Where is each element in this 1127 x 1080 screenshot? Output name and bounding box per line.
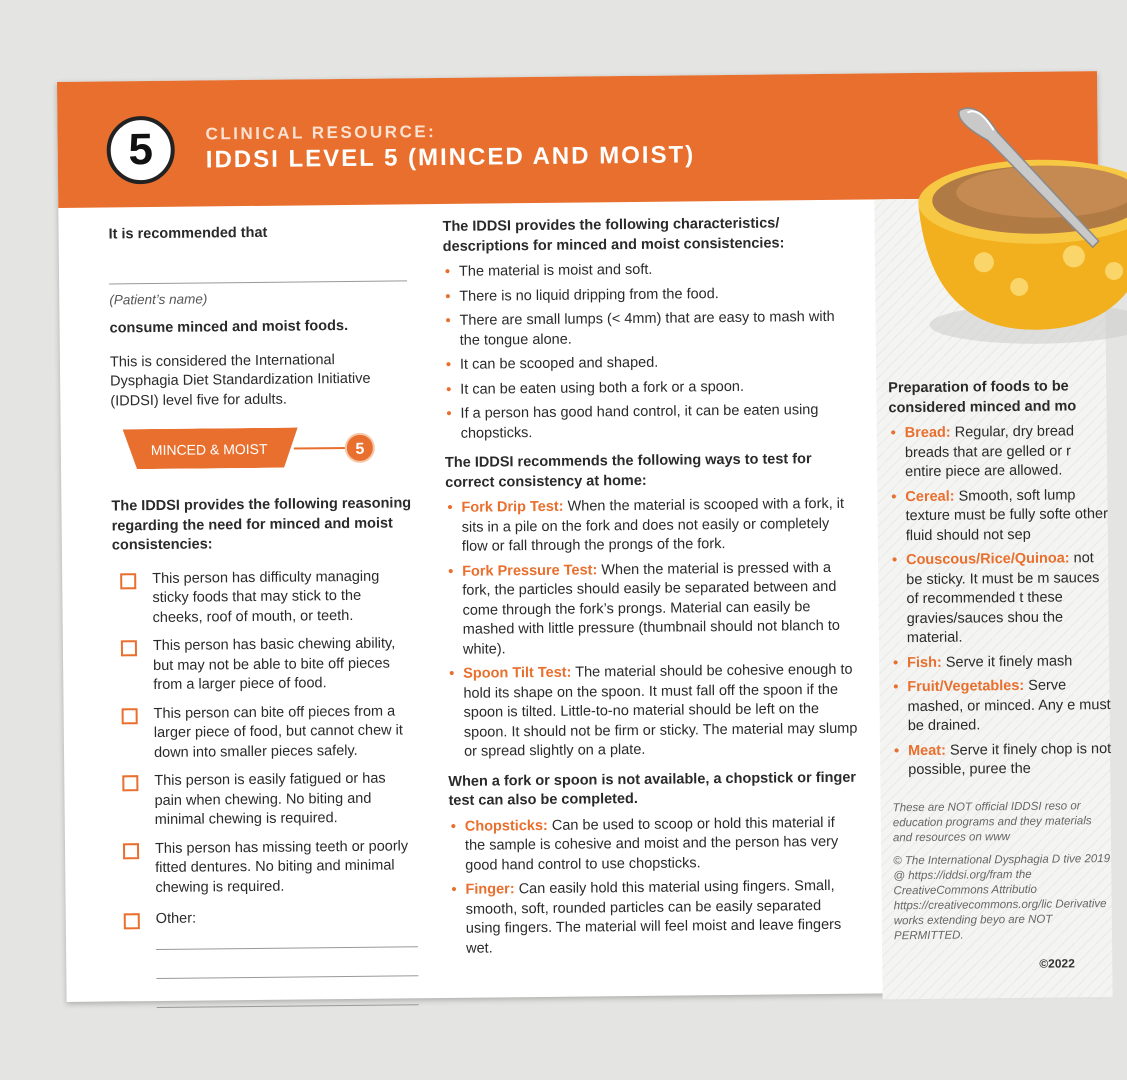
- alternative-heading: When a fork or spoon is not available, a chopstick or finger test can also be completed.: [448, 769, 857, 809]
- disclaimer-text: These are NOT official IDDSI reso or education programs and they materials and resources on www: [892, 799, 1092, 844]
- checkbox[interactable]: [124, 913, 140, 929]
- copyright-text: ©2022: [1039, 955, 1075, 971]
- list-item: [891, 651, 1111, 673]
- badge-connector: [294, 447, 349, 450]
- characteristics-heading: The IDDSI provides the following characteristics/ descriptions for minced and moist consistencies:: [442, 215, 785, 255]
- header-title: IDDSI LEVEL 5 (MINCED AND MOIST): [205, 141, 696, 174]
- test-text: Can easily hold this material using fingers. Small, smooth, soft, rounded particles can be easily separated using fingers. The material will feel moist and leave fingers wet.: [465, 877, 842, 957]
- badge-label: MINCED & MOIST: [150, 440, 268, 459]
- food-term: Cereal:: [905, 488, 955, 505]
- header-subtitle: CLINICAL RESOURCE:: [205, 122, 437, 144]
- other-field-line[interactable]: [156, 976, 418, 1008]
- consume-text: consume minced and moist foods.: [109, 317, 349, 337]
- food-text: Serve it finely chop is not possible, puree the: [908, 740, 1112, 779]
- list-item: • It can be eaten using both a fork or a spoon.: [444, 376, 854, 400]
- food-term: Bread:: [904, 424, 951, 442]
- list-item: [890, 549, 1111, 649]
- other-label: Other:: [155, 910, 197, 928]
- preparation-list: [889, 422, 1113, 781]
- reasoning-heading: The IDDSI provides the following reasoning regarding the need for minced and moist consistencies:: [111, 495, 412, 554]
- handout-sheet: [57, 71, 1112, 1002]
- list-item: [445, 495, 856, 558]
- list-item: • There are small lumps (< 4mm) that are easy to mash with the tongue alone.: [443, 308, 853, 351]
- test-term: Chopsticks:: [464, 817, 548, 835]
- test-text: Can be used to scoop or hold this material if the sample is cohesive and moist and the person has very good hand control to use chopsticks.: [464, 814, 839, 874]
- other-field-line[interactable]: [156, 947, 418, 979]
- checkbox[interactable]: [122, 708, 138, 724]
- food-term: Couscous/Rice/Quinoa:: [905, 550, 1070, 569]
- badge-number: 5: [345, 433, 375, 463]
- checkbox[interactable]: [120, 573, 136, 589]
- preparation-heading: Preparation of foods to be considered minced and mo: [888, 378, 1077, 416]
- food-term: Meat:: [907, 742, 947, 759]
- checklist-text: This person has difficulty managing sticky foods that may stick to the cheeks, roof of mouth, or teeth.: [152, 568, 380, 626]
- list-item: [891, 676, 1112, 737]
- considered-text: This is considered the International Dysphagia Diet Standardization Initiative (IDDSI) level five for adults.: [109, 351, 371, 409]
- checkbox[interactable]: [123, 843, 139, 859]
- food-term: Fruit/Vegetables:: [907, 677, 1025, 696]
- reasoning-checklist: [112, 567, 417, 1008]
- characteristics-list: [443, 259, 855, 444]
- test-term: Fork Pressure Test:: [462, 561, 598, 580]
- checklist-text: This person has basic chewing ability, but may not be able to bite off pieces from a larger piece of food.: [152, 635, 396, 694]
- level-number-circle: 5: [106, 116, 175, 185]
- tests-list: [445, 495, 858, 763]
- test-text: When the material is pressed with a fork, the particles should easily be separated between and come through the fork’s prongs. Material can easily be mashed with little pressure (thumbnail should not blanch to white).: [462, 559, 841, 658]
- list-item: [889, 422, 1110, 483]
- food-term: Fish:: [907, 654, 942, 671]
- minced-moist-badge: [111, 422, 412, 475]
- list-item: [447, 661, 858, 763]
- food-text: not be sticky. It must be m sauces of recommended t these gravies/sauces shou the material.: [906, 550, 1100, 647]
- checklist-text: This person is easily fatigued or has pain when chewing. No biting and minimal chewing is required.: [154, 770, 386, 829]
- license-text: © The International Dysphagia D tive 2019 @ https://iddsi.org/fram the CreativeCommons Attributio https://creativecommons.org/lic Derivative works extending beyo are NOT PERMITTED.: [893, 852, 1111, 942]
- test-text: The material should be cohesive enough to hold its shape on the spoon. It must fall off the spoon if the spoon is tilted. Little-to-no material should be left on the spoon. It should not be firm or sticky. The material may slump or spread slightly on a plate.: [463, 661, 858, 760]
- checkbox[interactable]: [121, 640, 137, 656]
- list-item: • It can be scooped and shaped.: [444, 352, 854, 376]
- list-item: • If a person has good hand control, it can be eaten using chopsticks.: [444, 401, 854, 444]
- column-preparation: [888, 371, 1114, 975]
- recommend-text: It is recommended that: [108, 224, 268, 243]
- test-term: Spoon Tilt Test:: [463, 664, 572, 682]
- list-item: [449, 813, 860, 876]
- checklist-item: [113, 634, 414, 696]
- column-characteristics: [442, 214, 860, 969]
- list-item: [446, 558, 857, 660]
- test-text: When the material is scooped with a fork, it sits in a pile on the fork and does not easily or completely flow or fall through the prongs of the fork.: [461, 495, 845, 555]
- food-text: Serve mashed, or minced. Any e must be drained.: [907, 677, 1111, 735]
- list-item: • There is no liquid dripping from the food.: [443, 283, 853, 307]
- checklist-item-other: [116, 907, 416, 930]
- food-text: Smooth, soft lump texture must be fully softe other fluid should not sep: [905, 486, 1108, 544]
- checkbox[interactable]: [122, 775, 138, 791]
- alternative-tests-list: [449, 813, 860, 959]
- checklist-item: [112, 567, 413, 629]
- bowl-of-minced-food-illustration: [887, 91, 1120, 363]
- list-item: [889, 486, 1110, 547]
- food-text: Regular, dry bread breads that are gelled or r entire piece are allowed.: [904, 423, 1075, 481]
- checklist-item: [114, 702, 415, 764]
- list-item: [449, 877, 860, 959]
- list-item: [892, 739, 1112, 780]
- checklist-item: [115, 837, 416, 899]
- patient-name-label: (Patient’s name): [109, 290, 208, 307]
- food-text: Serve it finely mash: [945, 652, 1073, 671]
- checklist-text: This person has missing teeth or poorly fitted dentures. No biting and minimal chewing is required.: [154, 837, 409, 896]
- list-item: • The material is moist and soft.: [443, 259, 853, 283]
- patient-name-field[interactable]: [109, 252, 407, 284]
- test-heading: The IDDSI recommends the following ways to test for correct consistency at home:: [444, 451, 812, 491]
- checklist-item: [114, 769, 415, 831]
- checklist-text: This person can bite off pieces from a larger piece of food, but cannot chew it down into smaller pieces safely.: [153, 702, 403, 761]
- column-patient-info: [108, 218, 416, 1008]
- test-term: Finger:: [465, 881, 515, 898]
- test-term: Fork Drip Test:: [461, 498, 564, 516]
